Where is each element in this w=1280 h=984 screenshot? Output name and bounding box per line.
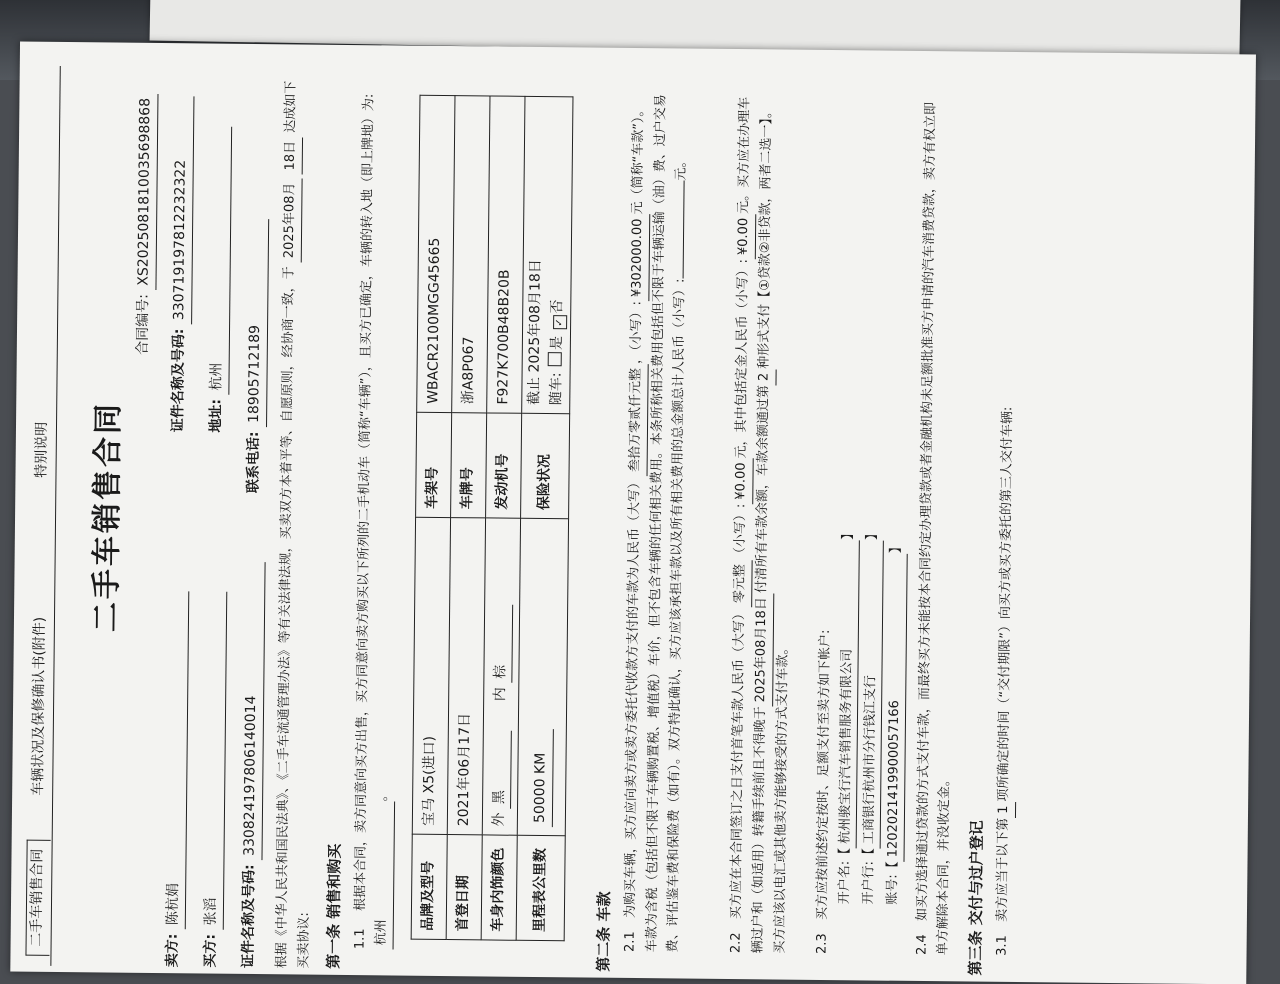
insurance-label: 保险状况 bbox=[521, 413, 570, 519]
clause-text: 元，其中包括定金人民币（小写）: bbox=[733, 259, 751, 459]
page-title: 二手车销售合同 bbox=[88, 400, 127, 633]
clause-3-1 bbox=[992, 96, 1023, 976]
first-payment-lower: ¥0.00 bbox=[731, 458, 753, 503]
clause-text: 根据本合同，卖方同意向买方出售，买方同意向卖方购买以下所列的二手机动车（简称“车辆”），且买方已确定，车辆的转入地（即上牌地）为: bbox=[352, 93, 377, 912]
tab-special-notes: 特别说明 bbox=[33, 421, 51, 478]
clause-number: 2.1 bbox=[622, 931, 638, 953]
buyer-phone-label: 联系电话: bbox=[245, 431, 262, 494]
contract-number-value: XS2025081810035698868 bbox=[133, 94, 158, 290]
plate-label: 车牌号 bbox=[451, 413, 487, 518]
registration-city: 杭州 bbox=[371, 801, 394, 949]
clause-number: 2.2 bbox=[728, 932, 744, 954]
table-row bbox=[516, 96, 573, 940]
section-1-heading: 第一条 销售和购买 bbox=[324, 843, 344, 969]
buyer-id-label: 证件名称及号码: bbox=[240, 864, 258, 969]
account-label: 账号: bbox=[885, 874, 901, 905]
vin-value: WBACR2100MGG45665 bbox=[417, 95, 455, 412]
buyer-id-value: 330824197806140014 bbox=[239, 562, 265, 860]
clause-text: 元。买方应在办理车辆过户和（如适用）转籍手续前且不得晚于 bbox=[736, 96, 768, 954]
section-2-heading: 第二条 车款 bbox=[594, 891, 614, 972]
tab-vehicle-condition: 车辆状况及保修确认书(附件) bbox=[30, 616, 49, 796]
buyer-label: 买方: bbox=[202, 933, 219, 968]
mileage-value: 50000 KM bbox=[530, 729, 554, 827]
insurance-value bbox=[522, 96, 574, 413]
clause-number: 3.1 bbox=[994, 935, 1010, 956]
account-holder: 杭州骏宝行汽车销售服务有限公司 bbox=[836, 540, 860, 848]
preamble-end: 达成如下买卖协议: bbox=[283, 80, 312, 969]
contract-paper bbox=[10, 42, 1256, 984]
deposit-value: ¥0.00 bbox=[734, 214, 756, 259]
seller-row bbox=[162, 96, 194, 967]
buyer-row bbox=[200, 126, 231, 967]
clause-text: 元（简称“车款”）。车款为含税（包括但不限于车辆购置税、增值税）车价，但不包含车辆的任何相关费用。本条所称相关费用包括但不限于车辆运输（油）费、过户交易费、评估鉴车费和保险费（如有）。双方特此确认，买方应该承担车款以及所有相关费用的总金额总计人民币（小写）: bbox=[630, 94, 688, 953]
first-payment-upper: 零元整 bbox=[730, 560, 752, 607]
yes-checkbox bbox=[547, 352, 561, 366]
clause-1-1: 1.1 根据本合同，卖方同意向买方出售，买方同意向卖方购买以下所列的二手机动车（简称“车辆”），且买方已确定，车辆的转入地（即上牌地）为: 杭州。 bbox=[350, 89, 402, 969]
contract-number-label: 合同编号: bbox=[134, 294, 152, 355]
clause-text: 为购买车辆，买方应向卖方或卖方委托代收款方支付的车款为人民币（大写） bbox=[622, 475, 643, 919]
color-value bbox=[482, 518, 520, 835]
contract-number bbox=[133, 94, 158, 355]
clause-text: （小写）: bbox=[732, 503, 749, 561]
buyer-address-label: 地址: bbox=[207, 398, 225, 433]
delivery-option: 1 bbox=[994, 801, 1016, 818]
bank-name: 工商银行杭州市分行钱江支行 bbox=[860, 540, 884, 848]
seller-name: 陈杭娟 bbox=[163, 591, 189, 929]
clause-text: 种形式支付【①贷款②非贷款，两者二选一】。买方应该以电汇或其他卖方能够接受的方式支付车款。 bbox=[756, 104, 791, 954]
balance-deadline: 2025年08月18日 bbox=[751, 593, 774, 706]
preamble-day: 18日 bbox=[281, 137, 303, 175]
account-holder-label: 开户名: bbox=[837, 860, 853, 905]
price-upper: 叁拾万零贰仟元整 bbox=[626, 364, 649, 476]
clause-2-1 bbox=[620, 92, 693, 973]
clause-text: 如买方选择通过贷款的方式支付车款，而最终买方未能按本合同约定办理贷款或者金融机构未足额批准买方申请的汽车消费贷款，卖方有权立即单方解除本合同，并没收定金。 bbox=[914, 101, 953, 956]
exterior-color: 黑 bbox=[489, 730, 513, 808]
preamble-date: 2025年08月 bbox=[280, 178, 303, 262]
seller-id-label: 证件名称及号码: bbox=[169, 328, 188, 433]
first-reg-label: 首登日期 bbox=[446, 835, 482, 940]
plate-value: 浙A8P067 bbox=[452, 96, 490, 413]
seller-label: 卖方: bbox=[164, 933, 181, 968]
mileage-label: 里程表公里数 bbox=[516, 835, 565, 941]
tab-sales-contract: 二手车销售合同 bbox=[25, 840, 50, 956]
bank-label: 开户行: bbox=[861, 860, 877, 905]
clause-number: 1.1 bbox=[352, 928, 368, 950]
color-label: 车身内饰颜色 bbox=[481, 835, 517, 940]
yes-label: 是 bbox=[548, 335, 565, 351]
engine-value: F927K700B48B20B bbox=[487, 96, 525, 413]
buyer-id-row bbox=[238, 219, 269, 968]
seller-id-value: 330719197812232322 bbox=[169, 96, 194, 324]
preamble bbox=[272, 78, 324, 968]
bank-row: 开户行:【工商银行杭州市分行钱江支行】 bbox=[859, 527, 884, 905]
buyer-phone-value: 18905712189 bbox=[244, 219, 269, 427]
no-checkbox: ✓ bbox=[553, 315, 567, 329]
price-lower: ¥302000.00 bbox=[627, 214, 650, 301]
no-label: 否 bbox=[548, 299, 566, 314]
brand-label: 品牌及型号 bbox=[411, 834, 447, 939]
interior-color: 棕 bbox=[490, 605, 514, 683]
clause-text: 买方应在本合同签订之日支付首笔车款人民币（大写） bbox=[728, 607, 748, 920]
clause-text: 付清所有车款余额，车款余额通过第 bbox=[754, 385, 772, 594]
clause-2-4 bbox=[912, 95, 963, 975]
vehicle-table bbox=[411, 95, 574, 942]
first-reg-value: 2021年06月17日 bbox=[447, 518, 485, 835]
insurance-date: 2025年08月18日 bbox=[526, 259, 544, 373]
brand-value: 宝马 X5(进口) bbox=[412, 517, 450, 834]
interior-label: 内 bbox=[491, 687, 508, 702]
clause-2-2 bbox=[726, 93, 800, 974]
mileage-cell bbox=[517, 518, 569, 835]
clause-text: 项所确定的时间（“交付期限”）向买方或买方委托的第三人交付车辆: bbox=[996, 406, 1016, 802]
clause-text: 卖方应当于以下第 bbox=[994, 817, 1011, 922]
insurance-with-car-label: 随车: bbox=[547, 372, 565, 406]
engine-label: 发动机号 bbox=[486, 413, 522, 518]
account-row: 账号:【1202021419900057166】 bbox=[883, 540, 908, 905]
insurance-until-label: 截止 bbox=[526, 376, 543, 406]
clause-text: 元。 bbox=[673, 154, 689, 181]
section-3-heading: 第三条 交付与过户登记 bbox=[966, 820, 986, 976]
account-holder-row: 开户名:【杭州骏宝行汽车销售服务有限公司】 bbox=[835, 527, 860, 905]
clause-number: 2.3 bbox=[814, 933, 830, 955]
clause-number: 2.4 bbox=[914, 934, 930, 956]
clause-text: 买方应按前述约定按时、足额支付至卖方如下帐户: bbox=[814, 629, 833, 921]
buyer-name: 张滔 bbox=[201, 591, 227, 929]
preamble-text: 根据《中华人民共和国民法典》、《二手车流通管理办法》等有关法律法规，买卖双方本着平等、自愿原则，经协商一致，于 bbox=[274, 266, 297, 969]
vin-label: 车架号 bbox=[416, 412, 452, 517]
account-number: 1202021419900057166 bbox=[883, 553, 907, 861]
total-blank bbox=[682, 181, 684, 279]
buyer-address-value: 杭州 bbox=[206, 126, 231, 394]
document-tabs bbox=[22, 66, 60, 966]
exterior-label: 外 bbox=[490, 812, 507, 827]
payment-option: 2 bbox=[754, 369, 776, 386]
contract-document bbox=[22, 66, 1243, 979]
clause-text: ，（小写）: bbox=[628, 301, 645, 365]
